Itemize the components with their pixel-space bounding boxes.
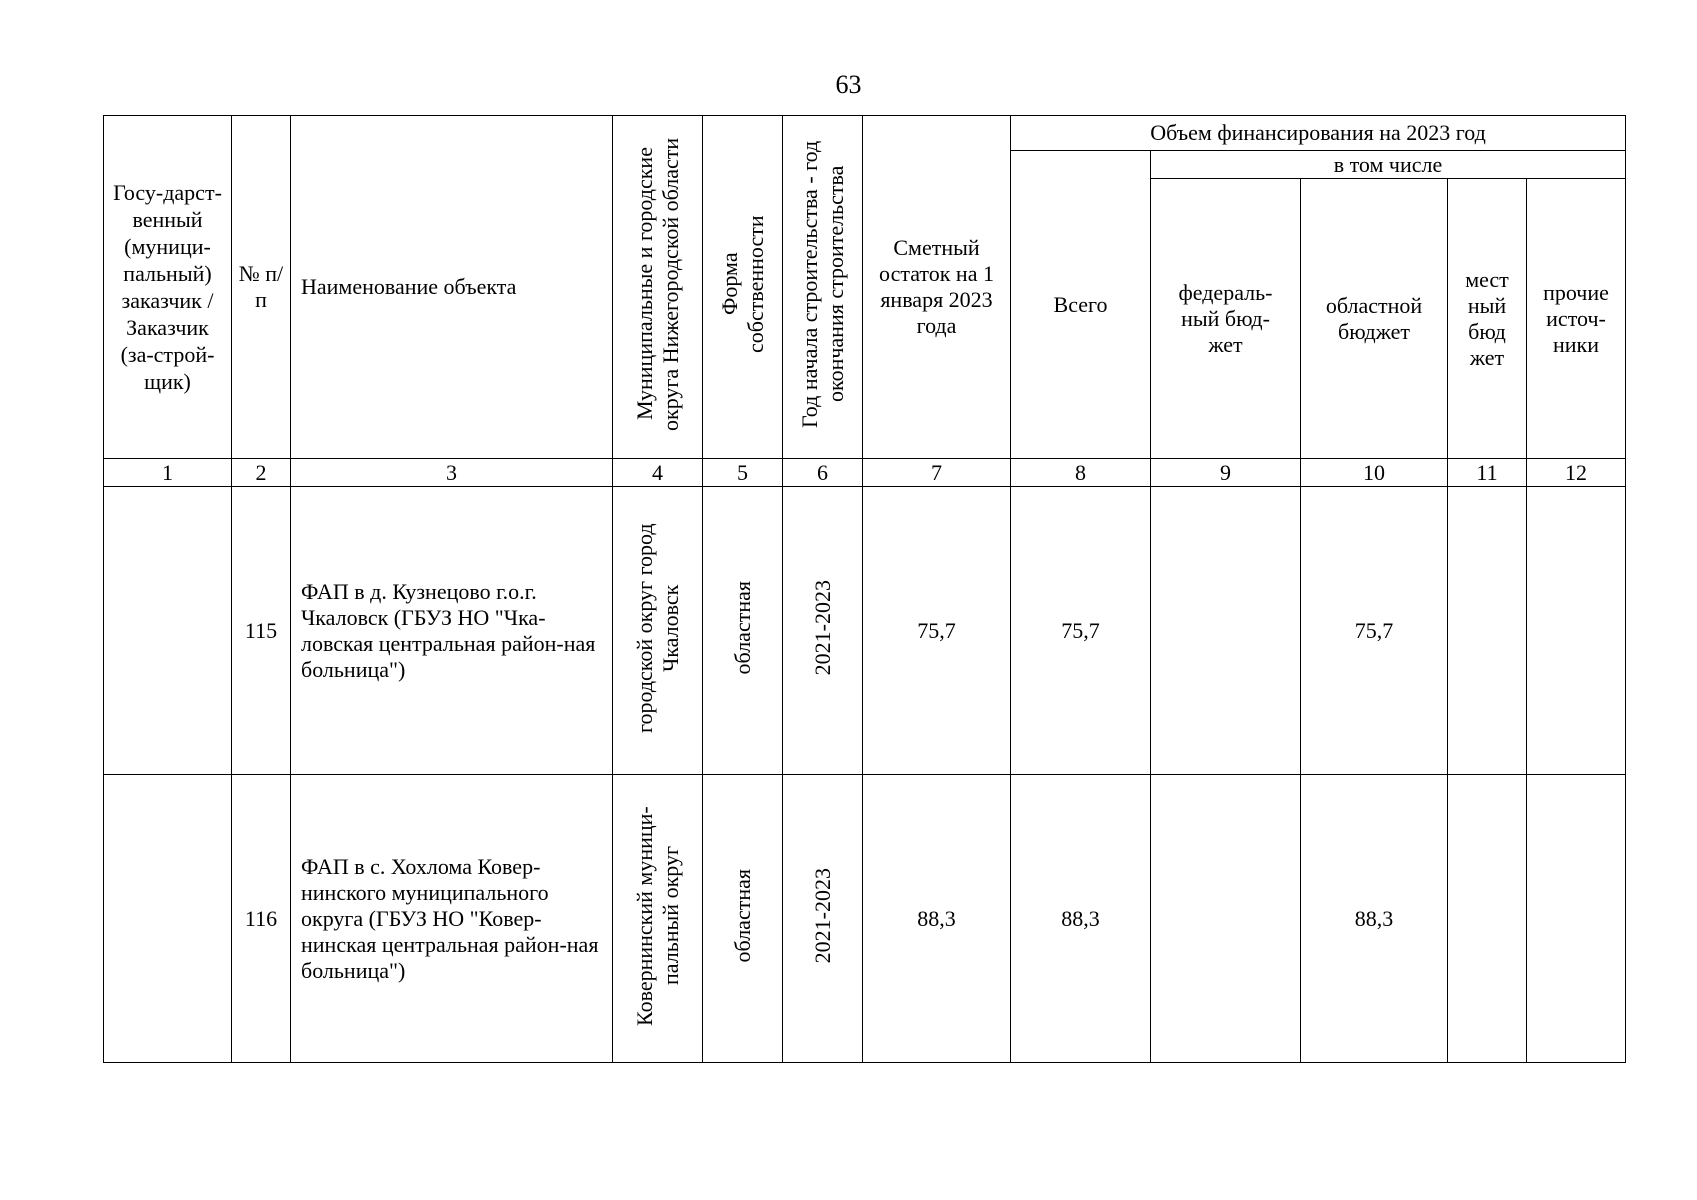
construction-objects-table [103,115,1626,1063]
row-district: городской округ город Чкаловск [631,522,683,733]
row-number: 116 [232,775,291,1063]
column-number: 10 [1301,459,1448,487]
header-row [104,116,1626,151]
header-customer: Госу-дарст-венный (муници-пальный) заказчик / Заказчик (за-строй-щик) [104,116,232,459]
row-regional: 75,7 [1301,487,1448,775]
header-other: прочие источ-ники [1527,179,1626,459]
table-row [104,775,1626,1063]
column-number: 9 [1151,459,1301,487]
row-years-cell [783,775,863,1063]
row-customer [104,775,232,1063]
row-customer [104,487,232,775]
header-including: в том числе [1151,151,1626,179]
header-district-cell [613,116,703,459]
header-total: Всего [1011,151,1151,459]
row-estimated-balance: 88,3 [863,775,1011,1063]
column-number: 7 [863,459,1011,487]
header-years: Год начала строительства - год окончания строительства [796,140,848,428]
header-ownership: Форма собственности [716,215,768,353]
page-number: 63 [835,70,862,99]
row-number: 115 [232,487,291,775]
row-total: 75,7 [1011,487,1151,775]
header-ownership-cell [703,116,783,459]
row-federal [1151,487,1301,775]
row-total: 88,3 [1011,775,1151,1063]
column-number: 3 [291,459,613,487]
header-federal: федераль-ный бюд-жет [1151,179,1301,459]
row-ownership: областная [729,580,755,675]
header-estimated-balance: Сметный остаток на 1 января 2023 года [863,116,1011,459]
column-number: 11 [1448,459,1527,487]
row-object-name: ФАП в д. Кузнецово г.о.г. Чкаловск (ГБУЗ НО "Чка-ловская центральная район-ная больница") [291,487,613,775]
row-years: 2021-2023 [809,579,835,676]
header-local: мест ный бюд жет [1448,179,1527,459]
column-number: 1 [104,459,232,487]
row-federal [1151,775,1301,1063]
row-object-name: ФАП в с. Хохлома Ковер-нинского муниципального округа (ГБУЗ НО "Ковер-нинская центральная район-ная больница") [291,775,613,1063]
column-number: 12 [1527,459,1626,487]
column-number: 4 [613,459,703,487]
column-number: 2 [232,459,291,487]
row-district: Ковернинский муници-пальный округ [631,805,683,1026]
header-object-name: Наименование объекта [291,116,613,459]
row-district-cell [613,487,703,775]
row-other [1527,775,1626,1063]
header-years-cell [783,116,863,459]
row-ownership-cell [703,487,783,775]
row-district-cell [613,775,703,1063]
row-years: 2021-2023 [809,867,835,964]
column-numbers-row [104,459,1626,487]
row-ownership-cell [703,775,783,1063]
column-number: 5 [703,459,783,487]
row-ownership: областная [729,868,755,963]
row-local [1448,775,1527,1063]
table-row [104,487,1626,775]
row-other [1527,487,1626,775]
row-years-cell [783,487,863,775]
column-number: 6 [783,459,863,487]
row-local [1448,487,1527,775]
row-estimated-balance: 75,7 [863,487,1011,775]
row-regional: 88,3 [1301,775,1448,1063]
header-district: Муниципальные и городские округа Нижегородской области [631,137,683,431]
column-number: 8 [1011,459,1151,487]
header-funding-group: Объем финансирования на 2023 год [1011,116,1626,151]
header-regional: областной бюджет [1301,179,1448,459]
header-number: № п/п [232,116,291,459]
